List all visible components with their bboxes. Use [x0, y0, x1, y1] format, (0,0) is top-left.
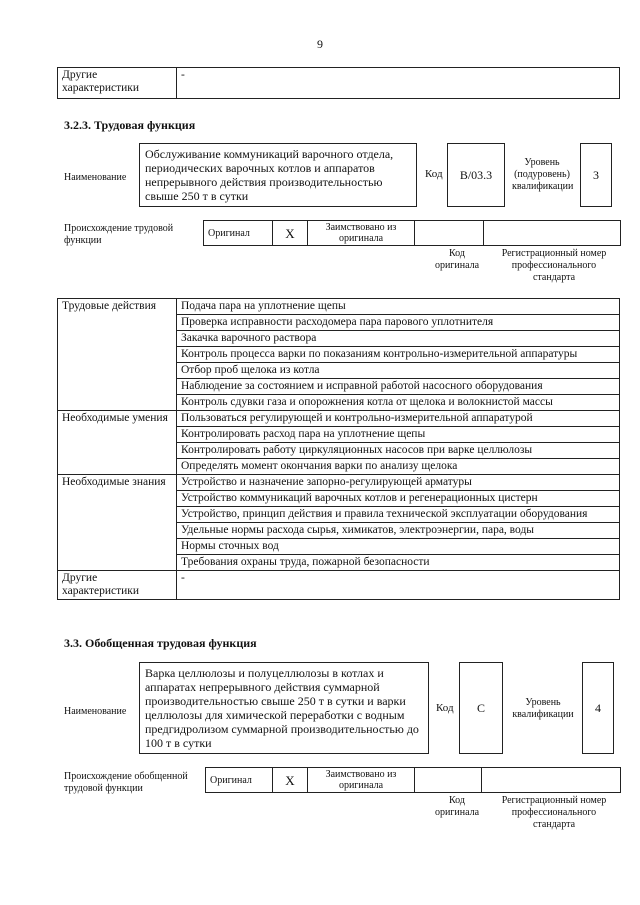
gtf-level-value: 4	[582, 662, 614, 754]
gtf-code-original-cell	[415, 768, 482, 793]
tf-level-value: 3	[580, 143, 612, 207]
list-item: Наблюдение за состоянием и исправной работой насосного оборудования	[177, 379, 620, 395]
table-row	[58, 475, 620, 491]
section-heading-tf: 3.2.3. Трудовая функция	[64, 118, 196, 132]
list-item: Контроль сдувки газа и опорожнения котла от щелока и волокнистой массы	[177, 395, 620, 411]
actions-label: Трудовые действия	[58, 299, 177, 411]
list-item: Требования охраны труда, пожарной безопасности	[177, 555, 620, 571]
tf-code-original-label: Код оригинала	[434, 248, 480, 271]
list-item: Подача пара на уплотнение щепы	[177, 299, 620, 315]
gtf-name-value: Варка целлюлозы и полуцеллюлозы в котлах и аппаратах непрерывного действия суммарной производительностью свыше 250 т в сутки и варки целлюлозы для химической переработки с водным предгидролизом суммарной производительностью до 100 т в сутки	[139, 662, 429, 754]
list-item: Пользоваться регулирующей и контрольно-измерительной аппаратурой	[177, 411, 620, 427]
list-item: Контролировать расход пара на уплотнение щепы	[177, 427, 620, 443]
other-value: -	[177, 571, 620, 600]
tf-reg-number-cell	[484, 221, 621, 246]
tf-code-value: B/03.3	[447, 143, 505, 207]
skills-label: Необходимые умения	[58, 411, 177, 475]
top-other-table	[57, 67, 620, 99]
list-item: Устройство, принцип действия и правила технической эксплуатации оборудования	[177, 507, 620, 523]
gtf-code-value: C	[459, 662, 503, 754]
gtf-origin-table	[205, 767, 621, 793]
tf-reg-number-label: Регистрационный номер профессионального стандарта	[501, 248, 607, 283]
tf-code-original-cell	[415, 221, 484, 246]
top-other-value: -	[177, 68, 620, 99]
tf-origin-table	[203, 220, 621, 246]
gtf-original-label: Оригинал	[206, 768, 273, 793]
top-other-label: Другие характеристики	[58, 68, 177, 99]
gtf-borrowed-label: Заимствовано из оригинала	[308, 768, 415, 793]
gtf-original-mark: X	[273, 768, 308, 793]
tf-original-mark: X	[273, 221, 308, 246]
tf-name-label: Наименование	[64, 172, 127, 183]
list-item: Удельные нормы расхода сырья, химикатов, электроэнергии, пара, воды	[177, 523, 620, 539]
tf-original-label: Оригинал	[204, 221, 273, 246]
list-item: Контроль процесса варки по показаниям контрольно-измерительной аппаратуры	[177, 347, 620, 363]
table-row	[58, 299, 620, 315]
list-item: Устройство и назначение запорно-регулирующей арматуры	[177, 475, 620, 491]
gtf-code-original-label: Код оригинала	[434, 795, 480, 818]
tf-code-label: Код	[425, 168, 443, 180]
tf-name-value: Обслуживание коммуникаций варочного отдела, периодических варочных котлов и аппаратов непрерывного действия производительностью свыше 250 т в сутки	[139, 143, 417, 207]
list-item: Отбор проб щелока из котла	[177, 363, 620, 379]
list-item: Определять момент окончания варки по анализу щелока	[177, 459, 620, 475]
tf-origin-label: Происхождение трудовой функции	[64, 223, 174, 246]
knowledge-label: Необходимые знания	[58, 475, 177, 571]
list-item: Контролировать работу циркуляционных насосов при варке целлюлозы	[177, 443, 620, 459]
gtf-reg-number-label: Регистрационный номер профессионального стандарта	[501, 795, 607, 830]
section-heading-gtf: 3.3. Обобщенная трудовая функция	[64, 636, 257, 650]
table-row	[58, 411, 620, 427]
gtf-reg-number-cell	[482, 768, 621, 793]
list-item: Закачка варочного раствора	[177, 331, 620, 347]
other-label: Другие характеристики	[58, 571, 177, 600]
tasks-table	[57, 298, 620, 600]
list-item: Проверка исправности расходомера пара парового уплотнителя	[177, 315, 620, 331]
tf-borrowed-label: Заимствовано из оригинала	[308, 221, 415, 246]
page-number: 9	[317, 37, 323, 51]
gtf-level-label: Уровень квалификации	[512, 697, 574, 720]
list-item: Нормы сточных вод	[177, 539, 620, 555]
gtf-code-label: Код	[436, 702, 454, 714]
tf-level-label: Уровень (подуровень) квалификации	[512, 157, 574, 192]
table-row	[58, 571, 620, 600]
gtf-origin-label: Происхождение обобщенной трудовой функции	[64, 771, 188, 794]
gtf-name-label: Наименование	[64, 706, 127, 717]
list-item: Устройство коммуникаций варочных котлов и регенерационных цистерн	[177, 491, 620, 507]
